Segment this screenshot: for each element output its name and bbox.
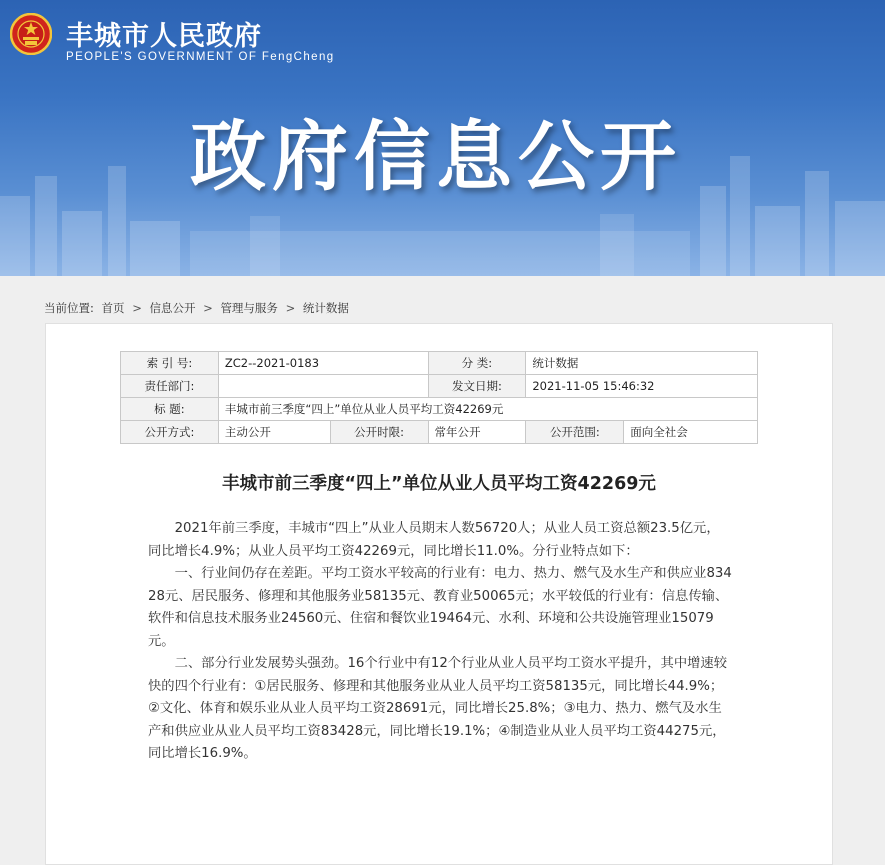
breadcrumb-management-services[interactable]: 管理与服务	[220, 301, 278, 315]
period-label: 公开时限:	[330, 421, 428, 444]
table-row	[121, 398, 758, 421]
article-panel	[45, 323, 833, 865]
title-label: 标 题:	[121, 398, 219, 421]
breadcrumb-separator: >	[285, 301, 296, 315]
dept-value	[218, 375, 428, 398]
main-content	[0, 276, 885, 854]
table-row	[121, 375, 758, 398]
breadcrumb	[44, 300, 353, 316]
scope-value: 面向全社会	[624, 421, 758, 444]
mode-value: 主动公开	[218, 421, 330, 444]
mode-label: 公开方式:	[121, 421, 219, 444]
breadcrumb-statistics[interactable]: 统计数据	[302, 301, 349, 315]
category-label: 分 类:	[428, 352, 526, 375]
breadcrumb-separator: >	[203, 301, 213, 315]
article-paragraph: 二、部分行业发展势头强劲。16个行业中有12个行业从业人员平均工资水平提升，其中增速较快的四个行业有：①居民服务、修理和其他服务业从业人员平均工资58135元，同比增长44.9%；②文化、体育和娱乐业从业人员平均工资28691元，同比增长25.8%；③电力、热力、燃气及水生产和供应业从业人员平均工资83428元，同比增长19.1%；④制造业从业人员平均工资44275元，同比增长16.9%。	[148, 656, 728, 761]
article-paragraph: 2021年前三季度，丰城市“四上”从业人员期末人数56720人；从业人员工资总额23.5亿元，同比增长4.9%；从业人员平均工资42269元，同比增长11.0%。分行业特点如下：	[148, 521, 720, 559]
breadcrumb-prefix: 当前位置:	[44, 301, 94, 315]
index-label: 索 引 号:	[121, 352, 219, 375]
breadcrumb-home[interactable]: 首页	[101, 301, 125, 315]
article-body	[148, 518, 732, 766]
document-metadata-table	[120, 351, 758, 444]
scope-label: 公开范围:	[526, 421, 624, 444]
period-value: 常年公开	[428, 421, 526, 444]
article-title: 丰城市前三季度“四上”单位从业人员平均工资42269元	[222, 474, 656, 494]
site-name: 丰城市人民政府	[66, 21, 262, 52]
title-value: 丰城市前三季度“四上”单位从业人员平均工资42269元	[218, 398, 757, 421]
dept-label: 责任部门:	[121, 375, 219, 398]
article-paragraph: 一、行业间仍存在差距。平均工资水平较高的行业有：电力、热力、燃气及水生产和供应业83428元、居民服务、修理和其他服务业58135元、教育业50065元；水平较低的行业有：信息传输、软件和信息技术服务业24560元、住宿和餐饮业19464元、水利、环境和公共设施管理业15079元。	[148, 566, 732, 649]
site-header	[0, 0, 885, 276]
breadcrumb-info-public[interactable]: 信息公开	[149, 301, 196, 315]
category-value: 统计数据	[526, 352, 758, 375]
national-emblem-icon	[10, 13, 52, 55]
table-row	[121, 352, 758, 375]
date-value: 2021-11-05 15:46:32	[526, 375, 758, 398]
breadcrumb-separator: >	[132, 301, 142, 315]
table-row	[121, 421, 758, 444]
site-name-english: PEOPLE'S GOVERNMENT OF FengCheng	[66, 51, 335, 63]
index-value: ZC2--2021-0183	[218, 352, 428, 375]
date-label: 发文日期:	[428, 375, 526, 398]
banner-title: 政府信息公开	[190, 112, 682, 201]
